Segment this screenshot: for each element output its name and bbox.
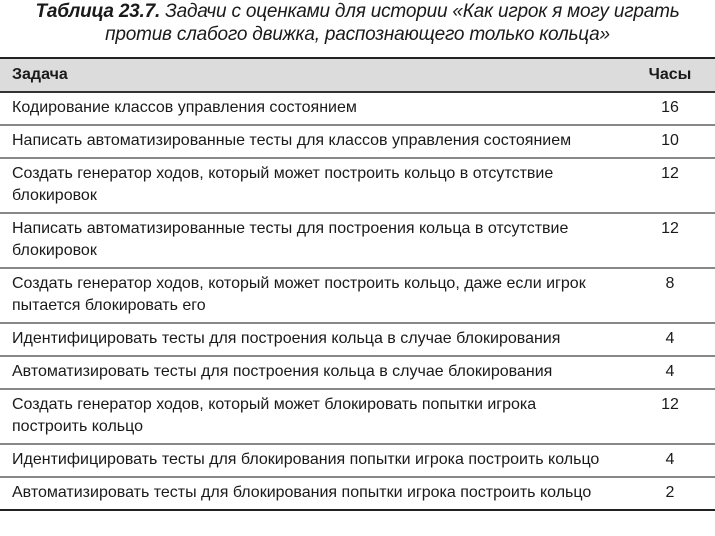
header-task: Задача xyxy=(12,66,68,83)
table-row xyxy=(0,159,715,214)
hours-cell: 10 xyxy=(661,132,679,149)
table-row xyxy=(0,93,715,126)
header-hours: Часы xyxy=(648,66,692,83)
table-row xyxy=(0,478,715,509)
table-row xyxy=(0,445,715,478)
hours-cell: 12 xyxy=(661,396,679,413)
hours-cell: 16 xyxy=(661,99,679,116)
table-row xyxy=(0,324,715,357)
tasks-table xyxy=(0,57,715,511)
table-row xyxy=(0,390,715,445)
hours-cell: 12 xyxy=(661,220,679,237)
task-cell: Создать генератор ходов, который может построить кольцо, даже если игрок пытается блокировать его xyxy=(12,275,586,314)
table-row xyxy=(0,126,715,159)
hours-cell: 8 xyxy=(665,275,675,292)
task-cell: Автоматизировать тесты для построения кольца в случае блокирования xyxy=(12,363,553,380)
task-cell: Идентифицировать тесты для блокирования попытки игрока построить кольцо xyxy=(12,451,600,468)
task-cell: Создать генератор ходов, который может построить кольцо в отсутствие блокировок xyxy=(12,165,554,204)
hours-cell: 4 xyxy=(665,451,675,468)
caption-text: Задачи с оценками для истории «Как игрок я могу играть против слабого движка, распознающего только кольца» xyxy=(105,1,680,45)
task-cell: Идентифицировать тесты для построения кольца в случае блокирования xyxy=(12,330,561,347)
table-header xyxy=(0,59,715,93)
table-row xyxy=(0,214,715,269)
task-cell: Автоматизировать тесты для блокирования попытки игрока построить кольцо xyxy=(12,484,592,501)
hours-cell: 12 xyxy=(661,165,679,182)
hours-cell: 4 xyxy=(665,330,675,347)
table-row xyxy=(0,269,715,324)
task-cell: Кодирование классов управления состоянием xyxy=(12,99,357,116)
task-cell: Создать генератор ходов, который может блокировать попытки игрока построить кольцо xyxy=(12,396,537,435)
task-cell: Написать автоматизированные тесты для классов управления состоянием xyxy=(12,132,572,149)
caption-label: Таблица 23.7. xyxy=(35,1,161,22)
hours-cell: 4 xyxy=(665,363,675,380)
table-caption xyxy=(0,0,715,46)
task-cell: Написать автоматизированные тесты для построения кольца в отсутствие блокировок xyxy=(12,220,569,259)
table-row xyxy=(0,357,715,390)
hours-cell: 2 xyxy=(665,484,675,501)
